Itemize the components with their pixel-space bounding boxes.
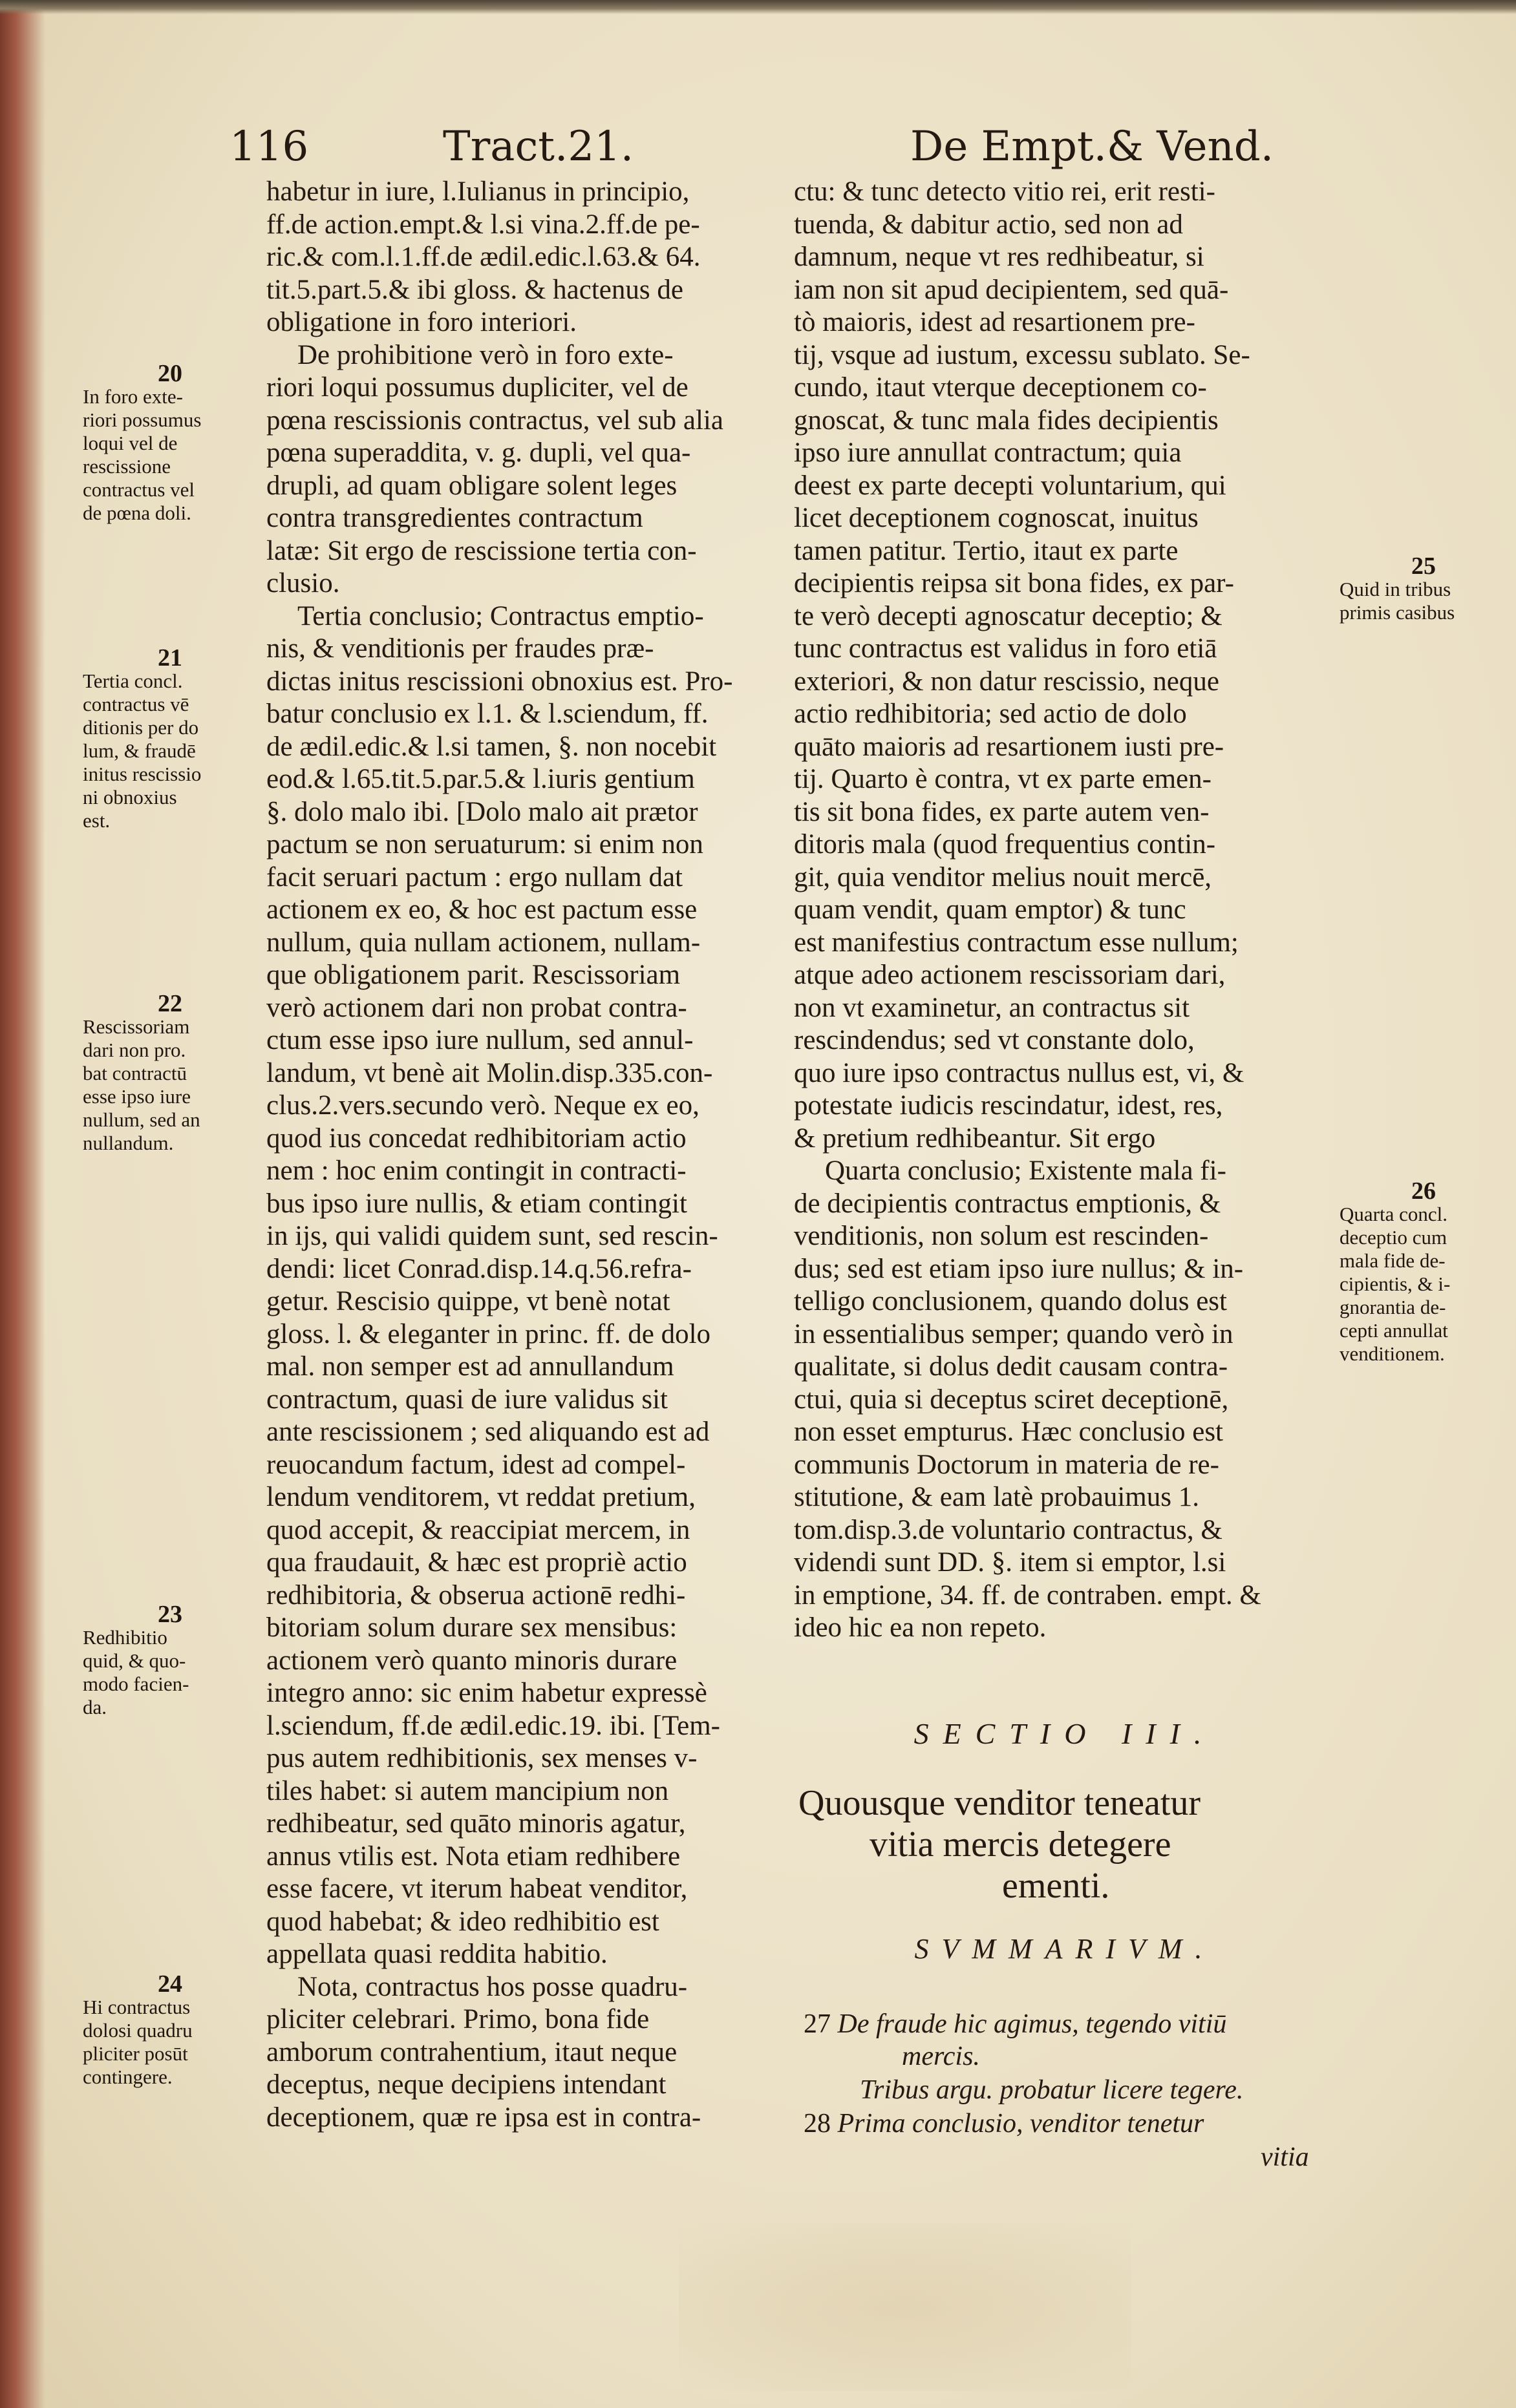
text-line: ideo hic ea non repeto. (794, 1612, 1047, 1643)
text-line: tuenda, & dabitur actio, sed non ad (794, 209, 1183, 240)
text-line: & pretium redhibeantur. Sit ergo (794, 1123, 1156, 1154)
text-line: cundo, itaut vterque deceptionem co- (794, 372, 1207, 403)
text-line: communis Doctorum in materia de re- (794, 1449, 1219, 1480)
summary-number: 28 (804, 2109, 831, 2139)
margin-note-line: bat contractū (83, 1062, 187, 1084)
text-line: gnoscat, & tunc mala fides decipientis (794, 405, 1219, 436)
margin-note-line: dari non pro. (83, 1039, 186, 1061)
margin-note-line: da. (83, 1696, 107, 1718)
text-line: ctu: & tunc detecto vitio rei, erit resti- (794, 176, 1215, 207)
right-text-column (794, 176, 1336, 1645)
section-title (798, 1782, 1329, 1906)
text-line: Tertia conclusio; Contractus emptio- (297, 600, 704, 631)
text-line: De prohibitione verò in foro exte- (297, 339, 674, 370)
margin-note-line: mala fide de- (1340, 1249, 1446, 1272)
margin-note-line: pliciter posūt (83, 2042, 188, 2065)
margin-note-line: quid, & quo- (83, 1649, 186, 1672)
margin-note-line: nullum, sed an (83, 1108, 200, 1131)
summary-text: Tribus argu. probatur licere tegere. (860, 2075, 1244, 2105)
margin-note-21 (83, 646, 257, 832)
margin-note-line: dolosi quadru (83, 2019, 193, 2042)
section-title-line: ementi. (1002, 1866, 1110, 1906)
margin-note-number: 23 (158, 1601, 182, 1628)
text-line: quod ius concedat redhibitoriam actio (266, 1123, 687, 1154)
text-line: §. dolo malo ibi. [Dolo malo ait prætor (266, 796, 698, 827)
margin-note-22 (83, 992, 257, 1155)
text-line: Quarta conclusio; Existente mala fi- (825, 1156, 1226, 1186)
text-line: redhibitoria, & obserua actionē redhi- (266, 1579, 686, 1611)
summary-text: De fraude hic agimus, tegendo vitiū (837, 2009, 1227, 2039)
margin-note-line: est. (83, 809, 111, 832)
summary-line (1261, 2142, 1309, 2173)
text-line: contra transgredientes contractum (266, 503, 643, 533)
summary-heading: SVMMARIVM. (914, 1933, 1215, 1965)
text-line: licet deceptionem cognoscat, inuitus (794, 503, 1199, 533)
margin-note-number: 26 (1411, 1178, 1436, 1205)
text-line: actio redhibitoria; sed actio de dolo (794, 699, 1187, 729)
text-line: dus; sed est etiam ipso iure nullus; & in- (794, 1253, 1244, 1284)
margin-note-26 (1340, 1179, 1508, 1366)
text-line: getur. Rescisio quippe, vt benè notat (266, 1286, 670, 1316)
section-title-line: Quousque venditor teneatur (798, 1783, 1201, 1823)
margin-note-line: Quarta concl. (1340, 1203, 1447, 1225)
text-line: ctum esse ipso iure nullum, sed annul- (266, 1025, 694, 1055)
text-line: tom.disp.3.de voluntario contractus, & (794, 1514, 1222, 1545)
tractatus-label: Tract.21. (443, 123, 634, 171)
margin-note-24 (83, 1972, 257, 2089)
text-line: tit.5.part.5.& ibi gloss. & hactenus de (266, 274, 683, 305)
text-line: que obligationem parit. Rescissoriam (266, 960, 681, 990)
summary-line (804, 2108, 1204, 2139)
margin-note-line: Quid in tribus (1340, 578, 1451, 600)
text-line: mal. non semper est ad annullandum (266, 1351, 674, 1382)
running-header (0, 111, 1516, 182)
margin-note-line: ni obnoxius (83, 786, 177, 808)
text-line: quāto maioris ad resartionem iusti pre- (794, 731, 1224, 762)
text-line: dendi: licet Conrad.disp.14.q.56.refra- (266, 1253, 692, 1284)
text-line: te verò decepti agnoscatur deceptio; & (794, 600, 1222, 631)
text-line: quam vendit, quam emptor) & tunc (794, 894, 1186, 925)
text-line: l.sciendum, ff.de ædil.edic.19. ibi. [Tem- (266, 1710, 720, 1741)
text-line: actionem ex eo, & hoc est pactum esse (266, 894, 698, 925)
text-line: in emptione, 34. ff. de contraben. empt. & (794, 1579, 1261, 1611)
text-line: ipso iure annullat contractum; quia (794, 438, 1182, 468)
text-line: decipientis reipsa sit bona fides, ex par- (794, 568, 1234, 598)
text-line: habetur in iure, l.Iulianus in principio, (266, 176, 690, 207)
text-line: exteriori, & non datur rescissio, neque (794, 666, 1219, 697)
text-line: facit seruari pactum : ergo nullam dat (266, 861, 683, 892)
margin-note-line: riori possumus (83, 408, 202, 431)
text-line: quod habebat; & ideo redhibitio est (266, 1906, 659, 1937)
text-line: de ædil.edic.& l.si tamen, §. non nocebit (266, 731, 717, 762)
text-line: qua fraudauit, & hæc est propriè actio (266, 1547, 687, 1578)
text-line: pliciter celebrari. Primo, bona fide (266, 2004, 650, 2034)
left-text-column (266, 176, 791, 2134)
margin-note-line: rescissione (83, 455, 171, 478)
page-number: 116 (230, 123, 309, 171)
text-line: esse facere, vt iterum habeat venditor, (266, 1874, 688, 1904)
text-line: tis sit bona fides, ex parte autem ven- (794, 796, 1210, 827)
text-line: deest ex parte decepti voluntarium, qui (794, 470, 1226, 501)
text-line: eod.& l.65.tit.5.par.5.& l.iuris gentium (266, 764, 695, 794)
text-line: nis, & venditionis per fraudes præ- (266, 633, 654, 664)
text-line: ric.& com.l.1.ff.de ædil.edic.l.63.& 64. (266, 242, 701, 272)
summary-text: Prima conclusio, venditor tenetur (837, 2109, 1204, 2139)
text-line: ante rescissionem ; sed aliquando est ad (266, 1417, 710, 1447)
margin-note-line: Hi contractus (83, 1996, 191, 2018)
text-line: actionem verò quanto minoris durare (266, 1645, 678, 1676)
text-line: videndi sunt DD. §. item si emptor, l.si (794, 1547, 1226, 1578)
text-line: bus ipso iure nullis, & etiam contingit (266, 1188, 687, 1219)
margin-note-line: In foro exte- (83, 385, 183, 408)
text-line: tiles habet: si autem mancipium non (266, 1775, 669, 1806)
text-line: amborum contrahentium, itaut neque (266, 2036, 678, 2067)
margin-note-line: Redhibitio (83, 1626, 167, 1649)
summary-line (902, 2041, 980, 2072)
text-line: bitoriam solum durare sex mensibus: (266, 1612, 678, 1643)
text-line: integro anno: sic enim habetur expressè (266, 1678, 707, 1708)
text-line: pactum se non seruaturum: si enim non (266, 829, 703, 860)
text-line: ditoris mala (quod frequentius contin- (794, 829, 1216, 860)
margin-note-25 (1340, 554, 1508, 624)
margin-note-line: cipientis, & i- (1340, 1273, 1451, 1295)
summary-line (860, 2075, 1243, 2106)
text-line: clusio. (266, 568, 340, 598)
margin-note-line: primis casibus (1340, 601, 1455, 624)
summary-line (804, 2009, 1226, 2040)
text-line: potestate iudicis rescindatur, idest, res, (794, 1090, 1223, 1121)
margin-note-line: lum, & fraudē (83, 739, 196, 762)
text-line: quo iure ipso contractus nullus est, vi, & (794, 1057, 1244, 1088)
text-line: dictas initus rescissioni obnoxius est. Pro- (266, 666, 733, 697)
margin-note-line: modo facien- (83, 1673, 189, 1695)
text-line: nullum, quia nullam actionem, nullam- (266, 927, 701, 958)
text-line: rescindendus; sed vt constante dolo, (794, 1025, 1195, 1055)
text-line: lendum venditorem, vt reddat pretium, (266, 1482, 696, 1512)
page-binding-edge (0, 0, 45, 2408)
text-line: gloss. l. & eleganter in princ. ff. de dolo (266, 1318, 711, 1349)
margin-note-number: 24 (158, 1970, 182, 1998)
margin-note-line: contractus vel (83, 478, 195, 501)
summary-number: 27 (804, 2009, 831, 2039)
text-line: contractum, quasi de iure validus sit (266, 1384, 668, 1415)
margin-note-line: deceptio cum (1340, 1226, 1447, 1249)
margin-note-number: 21 (158, 644, 182, 671)
text-line: riori loqui possumus dupliciter, vel de (266, 372, 689, 403)
text-line: deceptus, neque decipiens intendant (266, 2069, 667, 2100)
text-line: pœna superaddita, v. g. dupli, vel qua- (266, 438, 691, 468)
text-line: appellata quasi reddita habitio. (266, 1939, 608, 1969)
text-line: landum, vt benè ait Molin.disp.335.con- (266, 1057, 713, 1088)
text-line: atque adeo actionem rescissoriam dari, (794, 960, 1226, 990)
margin-note-line: Rescissoriam (83, 1015, 190, 1038)
text-line: latæ: Sit ergo de rescissione tertia con- (266, 535, 697, 566)
margin-note-line: initus rescissio (83, 763, 202, 785)
text-line: drupli, ad quam obligare solent leges (266, 470, 678, 501)
section-title-line: vitia mercis detegere (870, 1824, 1171, 1864)
text-line: in ijs, qui validi quidem sunt, sed rescin- (266, 1221, 718, 1251)
text-line: qualitate, si dolus dedit causam contra- (794, 1351, 1228, 1382)
margin-note-line: Tertia concl. (83, 670, 183, 692)
margin-note-line: esse ipso iure (83, 1085, 191, 1108)
margin-note-line: contingere. (83, 2065, 173, 2088)
text-line: ctui, quia si deceptus sciret deceptionē, (794, 1384, 1229, 1415)
summary-text: mercis. (902, 2042, 980, 2071)
margin-note-line: ditionis per do (83, 716, 199, 739)
text-line: venditionis, non solum est rescinden- (794, 1221, 1209, 1251)
text-line: est manifestius contractum esse nullum; (794, 927, 1239, 958)
section-heading: SECTIO III. (913, 1717, 1216, 1750)
paper-stain (679, 2223, 1131, 2391)
margin-note-number: 22 (158, 990, 182, 1017)
text-line: annus vtilis est. Nota etiam redhibere (266, 1841, 681, 1872)
margin-note-line: gnorantia de- (1340, 1296, 1446, 1318)
margin-note-line: venditionem. (1340, 1342, 1445, 1365)
text-line: de decipientis contractus emptionis, & (794, 1188, 1221, 1219)
margin-note-line: nullandum. (83, 1132, 174, 1154)
text-line: non vt examinetur, an contractus sit (794, 992, 1190, 1023)
page-top-edge (0, 0, 1516, 14)
text-line: quod accepit, & reaccipiat mercem, in (266, 1514, 690, 1545)
text-line: tunc contractus est validus in foro etiā (794, 633, 1217, 664)
margin-note-line: loqui vel de (83, 432, 178, 454)
text-line: non esset empturus. Hæc conclusio est (794, 1417, 1224, 1447)
text-line: in essentialibus semper; quando verò in (794, 1318, 1233, 1349)
margin-note-line: de pœna doli. (83, 502, 191, 524)
text-line: tamen patitur. Tertio, itaut ex parte (794, 535, 1179, 566)
margin-note-number: 25 (1411, 553, 1436, 580)
text-line: clus.2.vers.secundo verò. Neque ex eo, (266, 1090, 699, 1121)
text-line: tij. Quarto è contra, vt ex parte emen- (794, 764, 1212, 794)
text-line: reuocandum factum, idest ad compel- (266, 1449, 686, 1480)
text-line: nem : hoc enim contingit in contracti- (266, 1156, 687, 1186)
text-line: stitutione, & eam latè probauimus 1. (794, 1482, 1199, 1512)
margin-note-23 (83, 1603, 257, 1719)
running-title: De Empt.& Vend. (910, 123, 1274, 171)
text-line: batur conclusio ex l.1. & l.sciendum, ff. (266, 699, 709, 729)
margin-note-line: cepti annullat (1340, 1319, 1448, 1342)
text-line: pœna rescissionis contractus, vel sub alia (266, 405, 723, 436)
text-line: git, quia venditor melius nouit mercē, (794, 861, 1212, 892)
text-line: ff.de action.empt.& l.si vina.2.ff.de pe- (266, 209, 700, 240)
text-line: iam non sit apud decipientem, sed quā- (794, 274, 1229, 305)
margin-note-20 (83, 362, 257, 525)
text-line: verò actionem dari non probat contra- (266, 992, 687, 1023)
text-line: obligatione in foro interiori. (266, 307, 577, 337)
margin-note-number: 20 (158, 360, 182, 387)
text-line: deceptionem, quæ re ipsa est in contra- (266, 2102, 701, 2133)
text-line: tò maioris, idest ad resartionem pre- (794, 307, 1195, 337)
text-line: telligo conclusionem, quando dolus est (794, 1286, 1227, 1316)
text-line: Nota, contractus hos posse quadru- (297, 1971, 688, 2002)
text-line: pus autem redhibitionis, sex menses v- (266, 1743, 698, 1773)
summary-text: vitia (1261, 2142, 1309, 2172)
text-line: damnum, neque vt res redhibeatur, si (794, 242, 1204, 272)
text-line: redhibeatur, sed quāto minoris agatur, (266, 1808, 686, 1839)
text-line: tij, vsque ad iustum, excessu sublato. Se- (794, 339, 1250, 370)
margin-note-line: contractus vē (83, 693, 189, 715)
